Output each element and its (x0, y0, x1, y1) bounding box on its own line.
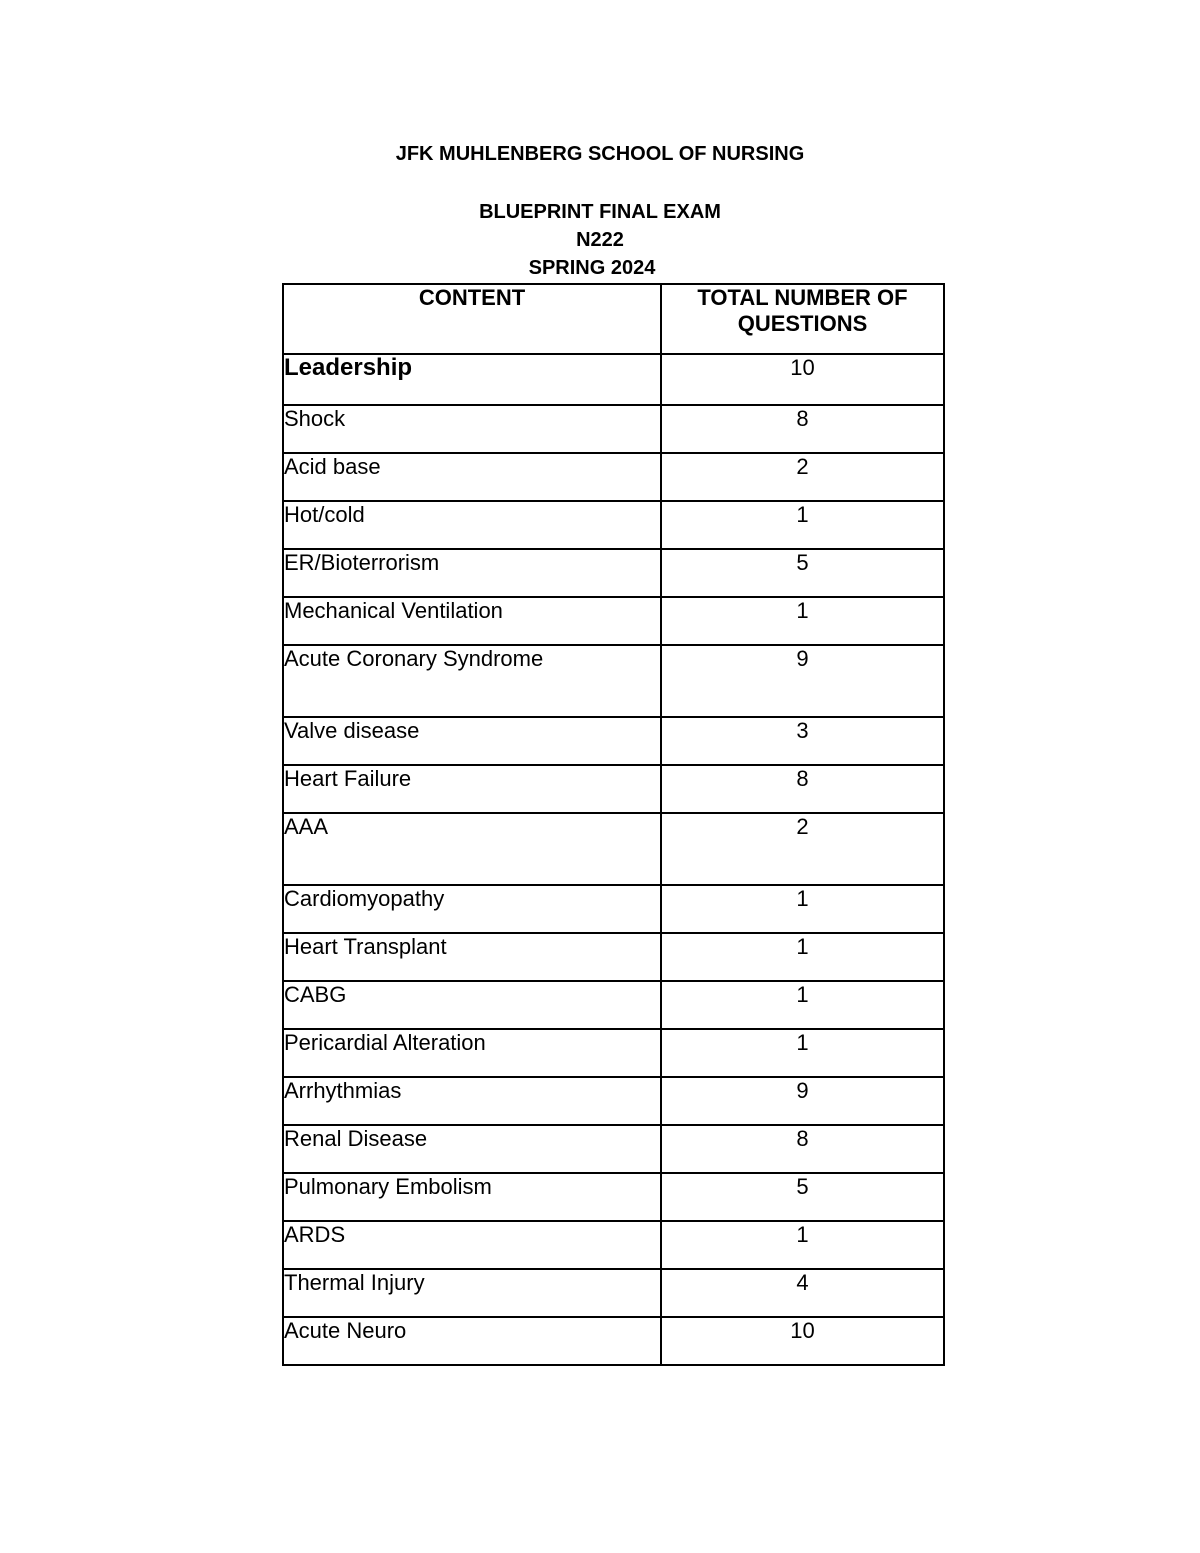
count-cell: 1 (661, 885, 944, 933)
count-cell: 8 (661, 1125, 944, 1173)
topic-cell: ARDS (283, 1221, 661, 1269)
table-row (283, 981, 944, 1029)
count-cell: 10 (661, 354, 944, 405)
count-cell: 8 (661, 765, 944, 813)
table-row (283, 549, 944, 597)
count-cell: 9 (661, 645, 944, 717)
table-row (283, 1125, 944, 1173)
topic-cell: CABG (283, 981, 661, 1029)
count-cell: 1 (661, 501, 944, 549)
count-cell: 9 (661, 1077, 944, 1125)
topic-cell: Hot/cold (283, 501, 661, 549)
count-cell: 3 (661, 717, 944, 765)
table-row (283, 1173, 944, 1221)
table-row (283, 645, 944, 717)
topic-cell: Valve disease (283, 717, 661, 765)
table-row (283, 765, 944, 813)
table-row (283, 501, 944, 549)
count-cell: 2 (661, 453, 944, 501)
topic-cell: Thermal Injury (283, 1269, 661, 1317)
table-row (283, 1029, 944, 1077)
table-row (283, 453, 944, 501)
table-row (283, 1317, 944, 1365)
school-name: JFK MUHLENBERG SCHOOL OF NURSING (395, 143, 805, 165)
count-cell: 1 (661, 1029, 944, 1077)
table-row (283, 405, 944, 453)
count-cell: 2 (661, 813, 944, 885)
topic-cell: Shock (283, 405, 661, 453)
topic-cell: Acute Coronary Syndrome (283, 645, 661, 717)
count-cell: 8 (661, 405, 944, 453)
course-code: N222 (576, 229, 624, 251)
topic-cell: Arrhythmias (283, 1077, 661, 1125)
topic-cell: Leadership (283, 354, 661, 405)
count-cell: 5 (661, 1173, 944, 1221)
count-cell: 10 (661, 1317, 944, 1365)
column-header-count-line2: QUESTIONS (737, 311, 868, 336)
topic-cell: Pericardial Alteration (283, 1029, 661, 1077)
table-row (283, 717, 944, 765)
column-header-count (661, 284, 944, 354)
table-row (283, 1221, 944, 1269)
blueprint-table (282, 283, 945, 1366)
topic-cell: Heart Failure (283, 765, 661, 813)
exam-title: BLUEPRINT FINAL EXAM (479, 201, 721, 223)
topic-cell: Pulmonary Embolism (283, 1173, 661, 1221)
column-header-content: CONTENT (283, 284, 661, 354)
topic-cell: Heart Transplant (283, 933, 661, 981)
topic-cell: Acute Neuro (283, 1317, 661, 1365)
table-row (283, 813, 944, 885)
table-row (283, 933, 944, 981)
table-header-row (283, 284, 944, 354)
topic-cell: Acid base (283, 453, 661, 501)
topic-cell: Cardiomyopathy (283, 885, 661, 933)
table-row (283, 597, 944, 645)
table-row (283, 354, 944, 405)
table-row (283, 885, 944, 933)
count-cell: 4 (661, 1269, 944, 1317)
topic-cell: Mechanical Ventilation (283, 597, 661, 645)
count-cell: 1 (661, 933, 944, 981)
table-row (283, 1077, 944, 1125)
topic-cell: ER/Bioterrorism (283, 549, 661, 597)
exam-term: SPRING 2024 (528, 257, 656, 279)
topic-cell: Renal Disease (283, 1125, 661, 1173)
table-row (283, 1269, 944, 1317)
count-cell: 1 (661, 597, 944, 645)
column-header-count-line1: TOTAL NUMBER OF (697, 285, 908, 310)
count-cell: 1 (661, 981, 944, 1029)
count-cell: 1 (661, 1221, 944, 1269)
count-cell: 5 (661, 549, 944, 597)
topic-cell: AAA (283, 813, 661, 885)
